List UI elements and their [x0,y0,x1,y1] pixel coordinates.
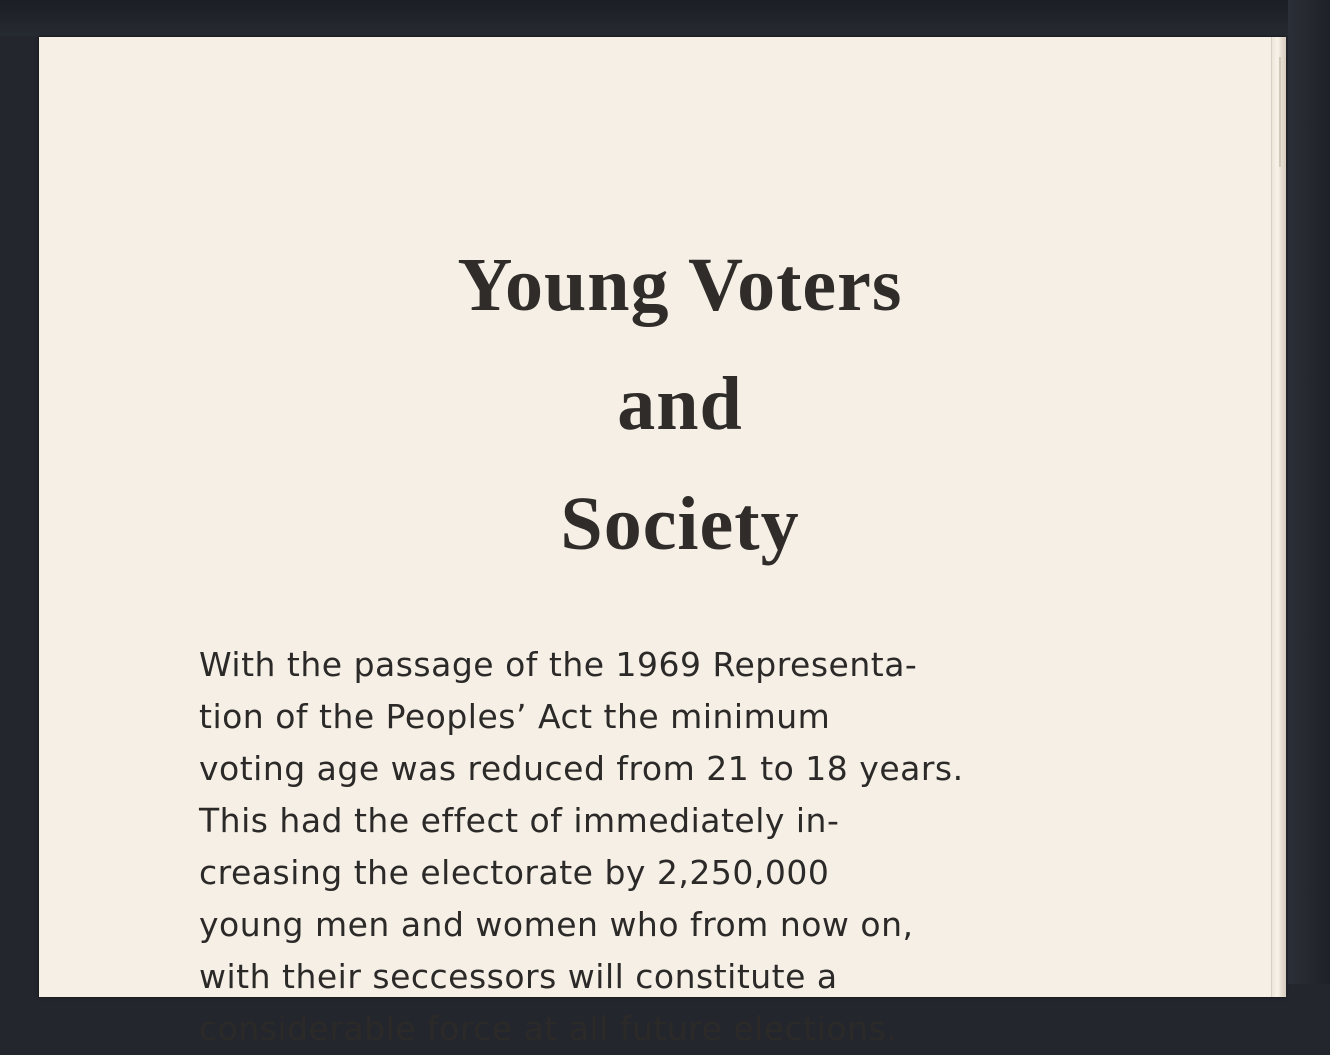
page-edge-line [1279,57,1281,167]
body-line: With the passage of the 1969 Representa- [199,645,918,684]
body-line: considerable force at all future elections. [199,1009,898,1048]
title-line-and: and [617,362,743,446]
body-line: voting age was reduced from 21 to 18 years. [199,749,964,788]
body-paragraph [199,639,964,1055]
body-line: tion of the Peoples’ Act the minimum [199,697,831,736]
document-page [39,37,1285,1048]
body-line: with their seccessors will constitute a [199,957,838,996]
body-line: This had the effect of immediately in- [199,801,840,840]
title-line-society: Society [560,482,800,566]
title-line-young-voters: Young Voters [457,243,903,327]
body-line: creasing the electorate by 2,250,000 [199,853,830,892]
backdrop-top [0,0,1330,36]
body-line: young men and women who from now on, [199,905,914,944]
